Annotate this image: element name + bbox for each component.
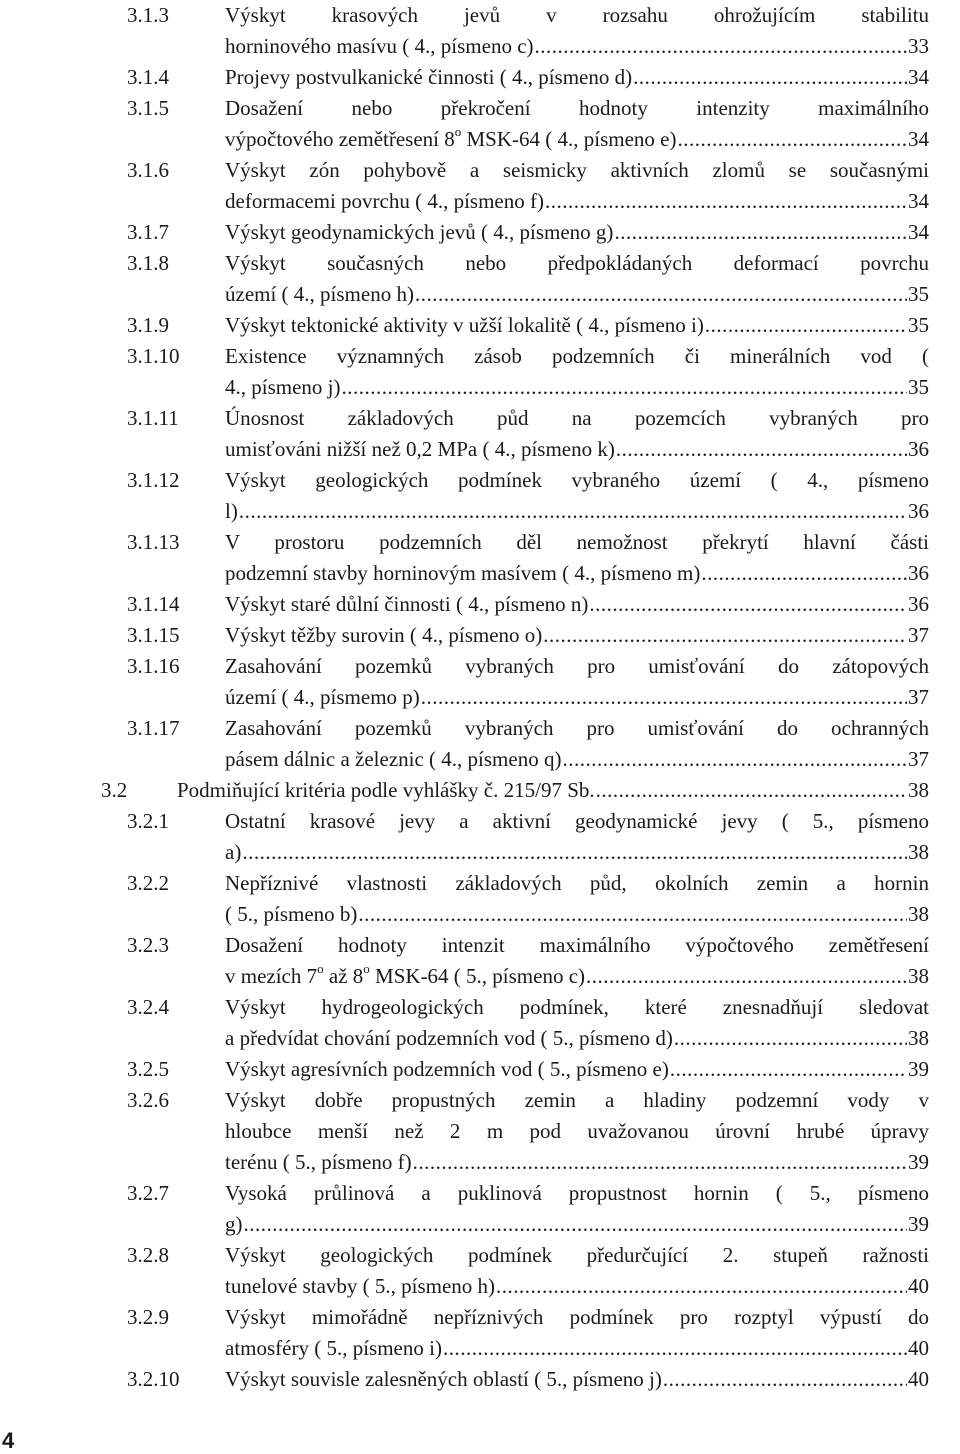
toc-entry-number: 3.1.6 bbox=[127, 158, 169, 182]
toc-entry-title-line: Výskyt krasových jevů v rozsahu ohrožujícím stabilitu bbox=[225, 3, 929, 27]
toc-entry-number: 3.1.11 bbox=[127, 406, 179, 430]
toc-entry-title-line: Výskyt současných nebo předpokládaných deformací povrchu bbox=[225, 251, 929, 275]
toc-entry-title: a předvídat chování podzemních vod ( 5., písmeno d) bbox=[225, 1026, 673, 1050]
dot-leader bbox=[674, 1023, 907, 1054]
toc-entry-page: 36 bbox=[908, 437, 929, 461]
toc-entry-title: Výskyt souvisle zalesněných oblastí ( 5., písmeno j) bbox=[225, 1367, 662, 1391]
toc-entry-title: území ( 4., písmeno h) bbox=[225, 282, 414, 306]
toc-entry-page: 34 bbox=[908, 220, 929, 244]
toc-entry-page: 34 bbox=[908, 127, 929, 151]
dot-leader bbox=[342, 372, 908, 403]
toc-entry-page: 38 bbox=[908, 1026, 929, 1050]
toc-entry-title: Výskyt staré důlní činnosti ( 4., písmeno n) bbox=[225, 592, 589, 616]
dot-leader bbox=[589, 589, 907, 620]
toc-entry-number: 3.1.14 bbox=[127, 592, 180, 616]
toc-entry-page: 36 bbox=[908, 592, 929, 616]
toc-entry[interactable] bbox=[0, 62, 960, 93]
toc-entry[interactable] bbox=[0, 310, 960, 341]
toc-entry-number: 3.1.4 bbox=[127, 65, 169, 89]
toc-entry[interactable] bbox=[0, 403, 960, 465]
toc-entry-title-line: Výskyt dobře propustných zemin a hladiny podzemní vody v bbox=[225, 1088, 929, 1112]
dot-leader bbox=[705, 310, 907, 341]
toc-entry[interactable] bbox=[0, 155, 960, 217]
dot-leader bbox=[616, 434, 907, 465]
dot-leader bbox=[614, 217, 907, 248]
dot-leader bbox=[663, 1364, 907, 1395]
toc-entry-title: terénu ( 5., písmeno f) bbox=[225, 1150, 412, 1174]
toc-entry-title-line: Existence významných zásob podzemních či minerálních vod ( bbox=[225, 344, 929, 368]
page-number: 4 bbox=[2, 1428, 15, 1453]
toc-entry-page: 38 bbox=[908, 902, 929, 926]
toc-entry-title: výpočtového zemětřesení 8$^o$ MSK-64 ( 4., písmeno e) bbox=[225, 124, 677, 151]
toc-entry-number: 3.1.13 bbox=[127, 530, 180, 554]
toc-entry-title-line: Dosažení nebo překročení hodnoty intenzity maximálního bbox=[225, 96, 929, 120]
toc-entry[interactable] bbox=[0, 651, 960, 713]
dot-leader bbox=[244, 1209, 908, 1240]
toc-entry-title-line: Výskyt geologických podmínek předurčující 2. stupeň ražnosti bbox=[225, 1243, 929, 1267]
toc-entry-title-line: V prostoru podzemních děl nemožnost překrytí hlavní části bbox=[225, 530, 929, 554]
toc-entry-number: 3.2.9 bbox=[127, 1305, 169, 1329]
dot-leader bbox=[670, 1054, 907, 1085]
dot-leader bbox=[562, 744, 907, 775]
toc-entry-page: 37 bbox=[908, 623, 929, 647]
toc-entry[interactable] bbox=[0, 341, 960, 403]
toc-entry-page: 36 bbox=[908, 561, 929, 585]
toc-entry-title: ( 5., písmeno b) bbox=[225, 902, 358, 926]
toc-entry-page: 38 bbox=[908, 964, 929, 988]
toc-entry-page: 35 bbox=[908, 375, 929, 399]
toc-entry-title: v mezích 7$^o$ až 8$^o$ MSK-64 ( 5., písmeno c) bbox=[225, 961, 586, 988]
toc-entry-page: 36 bbox=[908, 499, 929, 523]
toc-entry-title: Výskyt geodynamických jevů ( 4., písmeno g) bbox=[225, 220, 614, 244]
toc-entry-title-line: Únosnost základových půd na pozemcích vybraných pro bbox=[225, 406, 929, 430]
toc-entry-page: 33 bbox=[908, 34, 929, 58]
toc-entry-number: 3.1.5 bbox=[127, 96, 169, 120]
toc-entry[interactable] bbox=[0, 868, 960, 930]
toc-entry-title-line: Ostatní krasové jevy a aktivní geodynamické jevy ( 5., písmeno bbox=[225, 809, 929, 833]
toc-entry-title: tunelové stavby ( 5., písmeno h) bbox=[225, 1274, 496, 1298]
toc-entry-number: 3.1.12 bbox=[127, 468, 180, 492]
dot-leader bbox=[633, 62, 907, 93]
toc-entry-number: 3.1.9 bbox=[127, 313, 169, 337]
toc-entry-number: 3.1.10 bbox=[127, 344, 180, 368]
toc-entry-number: 3.2.5 bbox=[127, 1057, 169, 1081]
toc-entry-title: Projevy postvulkanické činnosti ( 4., písmeno d) bbox=[225, 65, 633, 89]
toc-entry[interactable] bbox=[0, 217, 960, 248]
dot-leader bbox=[545, 186, 907, 217]
toc-entry-page: 37 bbox=[908, 747, 929, 771]
toc-entry[interactable] bbox=[0, 1364, 960, 1395]
toc-entry[interactable] bbox=[0, 0, 960, 62]
toc-entry-title-line: hloubce menší než 2 m pod uvažovanou úrovní hrubé úpravy bbox=[225, 1119, 929, 1143]
toc-entry-number: 3.1.15 bbox=[127, 623, 180, 647]
dot-leader bbox=[443, 1333, 907, 1364]
toc-entry-title-line: Zasahování pozemků vybraných pro umisťování do ochranných bbox=[225, 716, 929, 740]
dot-leader bbox=[413, 1147, 907, 1178]
dot-leader bbox=[586, 961, 907, 992]
toc-entry-title-line: Dosažení hodnoty intenzit maximálního výpočtového zemětřesení bbox=[225, 933, 929, 957]
toc-entry[interactable] bbox=[0, 1178, 960, 1240]
toc-entry-title: pásem dálnic a železnic ( 4., písmeno q) bbox=[225, 747, 562, 771]
toc-entry[interactable] bbox=[0, 527, 960, 589]
toc-entry-title: deformacemi povrchu ( 4., písmeno f) bbox=[225, 189, 544, 213]
toc-entry-number: 3.2.1 bbox=[127, 809, 169, 833]
toc-entry[interactable] bbox=[0, 775, 960, 806]
dot-leader bbox=[535, 31, 907, 62]
toc-entry-number: 3.2.2 bbox=[127, 871, 169, 895]
toc-entry-number: 3.1.16 bbox=[127, 654, 180, 678]
dot-leader bbox=[543, 620, 907, 651]
toc-entry-title: l) bbox=[225, 499, 238, 523]
toc-entry-number: 3.2.6 bbox=[127, 1088, 169, 1112]
toc-entry-title: a) bbox=[225, 840, 242, 864]
dot-leader bbox=[421, 682, 907, 713]
toc-entry-page: 38 bbox=[908, 778, 929, 802]
toc-entry[interactable] bbox=[0, 248, 960, 310]
toc-entry-title-line: Výskyt mimořádně nepříznivých podmínek pro rozptyl výpustí do bbox=[225, 1305, 929, 1329]
toc-entry[interactable] bbox=[0, 93, 960, 155]
toc-entry-number: 3.1.8 bbox=[127, 251, 169, 275]
dot-leader bbox=[415, 279, 907, 310]
toc-entry-page: 35 bbox=[908, 313, 929, 337]
toc-entry-page: 34 bbox=[908, 189, 929, 213]
toc-entry-title-line: Zasahování pozemků vybraných pro umisťování do zátopových bbox=[225, 654, 929, 678]
toc-entry-page: 37 bbox=[908, 685, 929, 709]
toc-entry-title: podzemní stavby horninovým masívem ( 4., písmeno m) bbox=[225, 561, 701, 585]
toc-entry-number: 3.1.7 bbox=[127, 220, 169, 244]
toc-entry-number: 3.2.10 bbox=[127, 1367, 180, 1391]
toc-entry-title: Výskyt tektonické aktivity v užší lokalitě ( 4., písmeno i) bbox=[225, 313, 704, 337]
toc-entry-number: 3.2 bbox=[101, 778, 128, 802]
dot-leader bbox=[358, 899, 907, 930]
toc-entry-page: 39 bbox=[908, 1212, 929, 1236]
toc-entry-page: 40 bbox=[908, 1336, 929, 1360]
toc-entry[interactable] bbox=[0, 713, 960, 775]
toc-entry-title: Výskyt agresívních podzemních vod ( 5., písmeno e) bbox=[225, 1057, 669, 1081]
dot-leader bbox=[596, 775, 907, 806]
toc-entry-page: 39 bbox=[908, 1057, 929, 1081]
toc-entry-title: g) bbox=[225, 1212, 243, 1236]
toc-entry-number: 3.1.3 bbox=[127, 3, 169, 27]
toc-entry[interactable] bbox=[0, 992, 960, 1054]
toc-entry-page: 39 bbox=[908, 1150, 929, 1174]
toc-entry[interactable] bbox=[0, 806, 960, 868]
toc-entry-title-line: Vysoká průlinová a puklinová propustnost hornin ( 5., písmeno bbox=[225, 1181, 929, 1205]
toc-entry[interactable] bbox=[0, 620, 960, 651]
toc-entry-title: horninového masívu ( 4., písmeno c) bbox=[225, 34, 534, 58]
toc-entry-page: 40 bbox=[908, 1274, 929, 1298]
toc-entry-title-line: Výskyt geologických podmínek vybraného území ( 4., písmeno bbox=[225, 468, 929, 492]
toc-entry-number: 3.2.4 bbox=[127, 995, 169, 1019]
toc-entry[interactable] bbox=[0, 465, 960, 527]
toc-entry-title-line: Výskyt hydrogeologických podmínek, které znesnadňují sledovat bbox=[225, 995, 929, 1019]
toc-entry-page: 34 bbox=[908, 65, 929, 89]
toc-entry-number: 3.2.7 bbox=[127, 1181, 169, 1205]
toc-entry[interactable] bbox=[0, 1054, 960, 1085]
toc-entry[interactable] bbox=[0, 1302, 960, 1364]
toc-entry-title-line: Nepříznivé vlastnosti základových půd, okolních zemin a hornin bbox=[225, 871, 929, 895]
dot-leader bbox=[496, 1271, 907, 1302]
toc-entry-page: 40 bbox=[908, 1367, 929, 1391]
dot-leader bbox=[677, 124, 907, 155]
toc-entry-title: atmosféry ( 5., písmeno i) bbox=[225, 1336, 442, 1360]
toc-entry-title: 4., písmeno j) bbox=[225, 375, 341, 399]
toc-entry[interactable] bbox=[0, 930, 960, 992]
toc-entry-title: umisťováni nižší než 0,2 MPa ( 4., písmeno k) bbox=[225, 437, 615, 461]
toc-entry[interactable] bbox=[0, 1240, 960, 1302]
toc-entry-number: 3.1.17 bbox=[127, 716, 180, 740]
toc-entry[interactable] bbox=[0, 589, 960, 620]
toc-entry-title: Podmiňující kritéria podle vyhlášky č. 215/97 Sb. bbox=[177, 778, 595, 802]
toc-entry-title: území ( 4., písmemo p) bbox=[225, 685, 420, 709]
toc-entry[interactable] bbox=[0, 1085, 960, 1178]
toc-entry-number: 3.2.8 bbox=[127, 1243, 169, 1267]
dot-leader bbox=[239, 496, 907, 527]
toc-entry-title: Výskyt těžby surovin ( 4., písmeno o) bbox=[225, 623, 543, 647]
toc-entry-title-line: Výskyt zón pohybově a seismicky aktivních zlomů se současnými bbox=[225, 158, 929, 182]
dot-leader bbox=[242, 837, 907, 868]
toc-entry-number: 3.2.3 bbox=[127, 933, 169, 957]
toc-entry-page: 35 bbox=[908, 282, 929, 306]
dot-leader bbox=[701, 558, 907, 589]
toc-entry-page: 38 bbox=[908, 840, 929, 864]
